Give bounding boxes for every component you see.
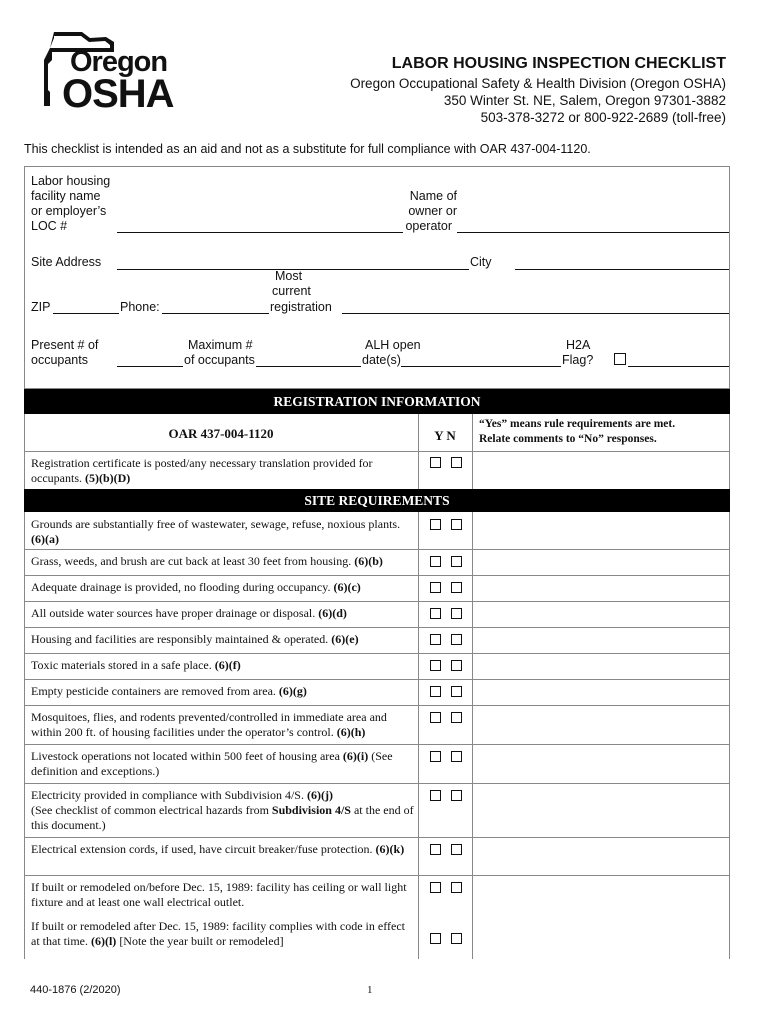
present-occupants-label-1: Present # of xyxy=(31,338,99,352)
table-row-divider xyxy=(24,575,730,576)
alh-label-1: ALH open xyxy=(365,338,421,352)
table-line xyxy=(24,451,730,452)
zip-field[interactable] xyxy=(53,313,119,314)
table-row-divider xyxy=(24,679,730,680)
site-row-text: Electricity provided in compliance with Subdivision 4/S. (6)(j) (See checklist of common electrical hazards from Subdivision 4/S at the end of this document.) xyxy=(31,788,414,832)
site-row-yes-checkbox[interactable] xyxy=(430,556,441,567)
site-row-no-checkbox[interactable] xyxy=(451,751,462,762)
city-label: City xyxy=(470,255,492,269)
h2a-flag-checkbox[interactable] xyxy=(614,353,626,365)
site-row-no-checkbox[interactable] xyxy=(451,519,462,530)
phone-label: Phone: xyxy=(120,300,160,314)
table-row-divider xyxy=(24,875,730,876)
site-row-yes-checkbox[interactable] xyxy=(430,844,441,855)
site-row-yes-checkbox[interactable] xyxy=(430,790,441,801)
site-row-text: Toxic materials stored in a safe place. (6)(f) xyxy=(31,658,241,672)
site-row-yes-checkbox[interactable] xyxy=(430,519,441,530)
alh-label-2: date(s) xyxy=(362,353,401,367)
page-title: LABOR HOUSING INSPECTION CHECKLIST xyxy=(391,55,726,72)
registration-row-text: Registration certificate is posted/any necessary translation provided for occupants. (5)(b)(D) xyxy=(31,456,373,485)
site-row-no-checkbox[interactable] xyxy=(451,686,462,697)
site-row-text: Mosquitoes, flies, and rodents prevented/controlled in immediate area and within 200 ft. of housing facilities under the operator’s control. (6)(h) xyxy=(31,710,387,739)
max-occupants-label-1: Maximum # xyxy=(188,338,253,352)
facility-label-2: facility name xyxy=(31,189,101,203)
facility-name-field[interactable] xyxy=(117,232,403,233)
site-address-label: Site Address xyxy=(31,255,102,269)
site-row-yes-checkbox[interactable] xyxy=(430,634,441,645)
agency-phone: 503-378-3272 or 800-922-2689 (toll-free) xyxy=(480,110,726,125)
logo-osha-text: OSHA xyxy=(62,72,174,116)
site-row-yes-checkbox[interactable] xyxy=(430,933,441,944)
alh-dates-field[interactable] xyxy=(401,366,561,367)
note-line-2: Relate comments to “No” responses. xyxy=(479,433,657,445)
owner-name-field[interactable] xyxy=(457,232,729,233)
registration-field[interactable] xyxy=(342,313,729,314)
registration-no-checkbox[interactable] xyxy=(451,457,462,468)
phone-field[interactable] xyxy=(162,313,269,314)
max-occupants-field[interactable] xyxy=(256,366,361,367)
site-row-text: Housing and facilities are responsibly maintained & operated. (6)(e) xyxy=(31,632,359,646)
table-row-divider xyxy=(24,601,730,602)
site-row-text: Adequate drainage is provided, no flooding during occupancy. (6)(c) xyxy=(31,580,361,594)
table-row-divider xyxy=(24,549,730,550)
site-section-header: SITE REQUIREMENTS xyxy=(24,489,730,512)
logo-oregon-text: Oregon xyxy=(70,46,168,78)
h2a-label-1: H2A xyxy=(566,338,591,352)
site-row-no-checkbox[interactable] xyxy=(451,712,462,723)
registration-yes-checkbox[interactable] xyxy=(430,457,441,468)
site-row-no-checkbox[interactable] xyxy=(451,844,462,855)
site-row-no-checkbox[interactable] xyxy=(451,608,462,619)
oregon-osha-logo xyxy=(40,30,190,115)
site-row-no-checkbox[interactable] xyxy=(451,582,462,593)
owner-label-3: operator xyxy=(405,219,452,233)
site-row-no-checkbox[interactable] xyxy=(451,660,462,671)
site-row-no-checkbox[interactable] xyxy=(451,556,462,567)
owner-label-2: owner or xyxy=(408,204,457,218)
intro-text: This checklist is intended as an aid and not as a substitute for full compliance with OAR 437-004-1120. xyxy=(24,142,591,156)
owner-label-1: Name of xyxy=(409,189,457,203)
site-row-text: If built or remodeled on/before Dec. 15, 1989: facility has ceiling or wall light fixture and at least one wall electrical outlet. xyxy=(31,880,407,909)
facility-label-4: LOC # xyxy=(31,219,68,233)
yn-column-header: Y N xyxy=(434,428,456,443)
site-row-no-checkbox[interactable] xyxy=(451,882,462,893)
site-row-no-checkbox[interactable] xyxy=(451,790,462,801)
note-line-1: “Yes” means rule requirements are met. xyxy=(479,418,676,430)
site-row-text: Livestock operations not located within 500 feet of housing area (6)(i) (See definition and exceptions.) xyxy=(31,749,393,778)
zip-label: ZIP xyxy=(31,300,51,314)
site-row-text: Grounds are substantially free of wastewater, sewage, refuse, noxious plants. (6)(a) xyxy=(31,517,401,546)
table-row-divider xyxy=(24,783,730,784)
site-row-yes-checkbox[interactable] xyxy=(430,751,441,762)
facility-label-3: or employer’s xyxy=(31,204,107,218)
rule-column-header: OAR 437-004-1120 xyxy=(168,426,274,441)
present-occupants-field[interactable] xyxy=(117,366,183,367)
site-row-yes-checkbox[interactable] xyxy=(430,712,441,723)
site-row-text: If built or remodeled after Dec. 15, 1989: facility complies with code in effect at that time. (6)(l) [Note the year built or remodeled] xyxy=(31,919,405,948)
city-field[interactable] xyxy=(515,269,729,270)
registration-section-header: REGISTRATION INFORMATION xyxy=(24,389,730,414)
registration-label-1: Most xyxy=(275,269,303,283)
h2a-flag-line xyxy=(628,366,729,367)
site-row-no-checkbox[interactable] xyxy=(451,933,462,944)
site-row-text: All outside water sources have proper drainage or disposal. (6)(d) xyxy=(31,606,347,620)
h2a-label-2: Flag? xyxy=(562,353,594,367)
registration-label-2: current xyxy=(272,284,311,298)
site-row-yes-checkbox[interactable] xyxy=(430,660,441,671)
site-row-text: Grass, weeds, and brush are cut back at least 30 feet from housing. (6)(b) xyxy=(31,554,383,568)
site-row-yes-checkbox[interactable] xyxy=(430,882,441,893)
site-row-yes-checkbox[interactable] xyxy=(430,686,441,697)
site-row-no-checkbox[interactable] xyxy=(451,634,462,645)
site-row-yes-checkbox[interactable] xyxy=(430,582,441,593)
max-occupants-label-2: of occupants xyxy=(184,353,255,367)
site-row-text: Electrical extension cords, if used, have circuit breaker/fuse protection. (6)(k) xyxy=(31,842,405,856)
table-row-divider xyxy=(24,837,730,838)
agency-address: 350 Winter St. NE, Salem, Oregon 97301-3882 xyxy=(443,93,726,108)
agency-name: Oregon Occupational Safety & Health Division (Oregon OSHA) xyxy=(350,76,726,91)
table-row-divider xyxy=(24,627,730,628)
registration-label-3: registration xyxy=(270,300,332,314)
table-row-divider xyxy=(24,705,730,706)
table-row-divider xyxy=(24,744,730,745)
table-row-divider xyxy=(24,653,730,654)
facility-label-1: Labor housing xyxy=(31,174,111,188)
present-occupants-label-2: occupants xyxy=(31,353,88,367)
footer-form-number: 440-1876 (2/2020) xyxy=(30,984,121,996)
footer-page-number: 1 xyxy=(367,984,373,996)
site-row-yes-checkbox[interactable] xyxy=(430,608,441,619)
site-row-text: Empty pesticide containers are removed from area. (6)(g) xyxy=(31,684,307,698)
